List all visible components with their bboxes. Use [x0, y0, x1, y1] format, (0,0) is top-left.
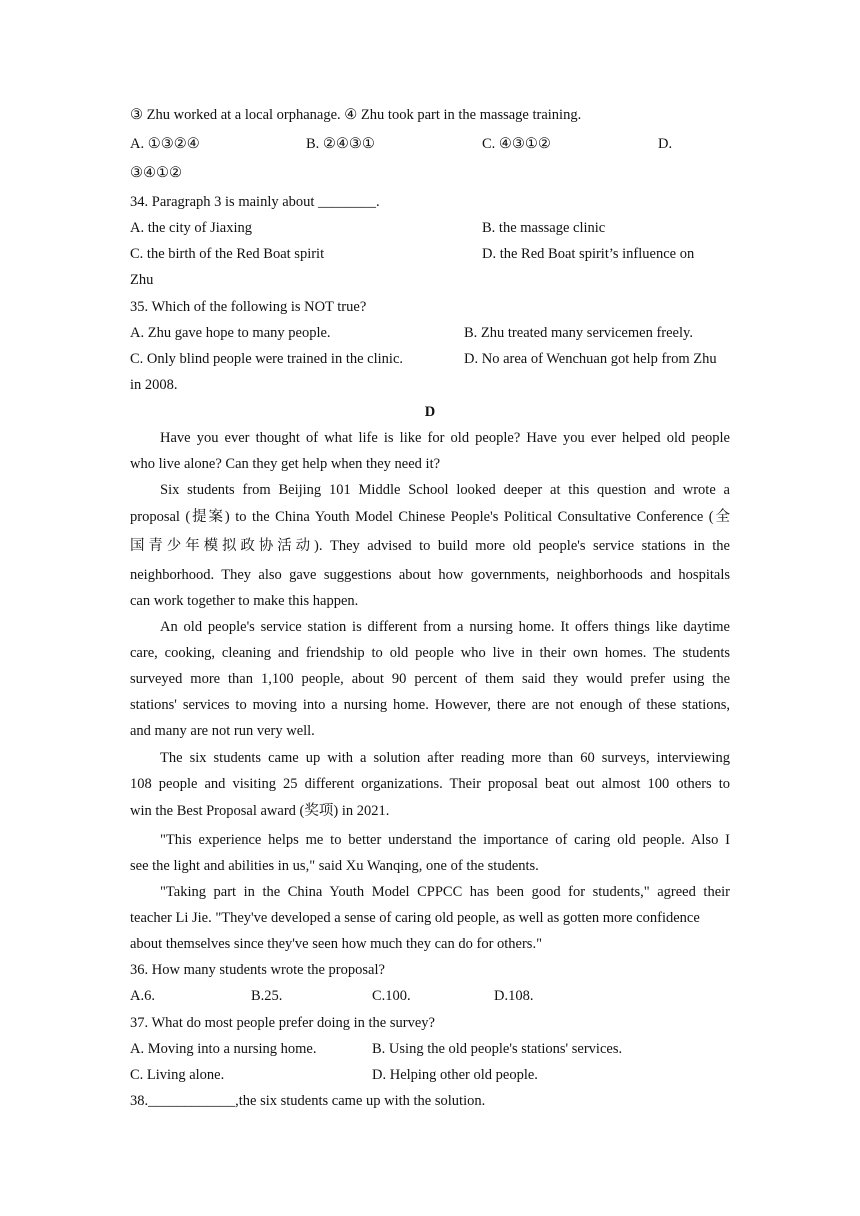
q35-option-c: C. Only blind people were trained in the clinic. [130, 351, 404, 367]
q33-option-d-value: ③④①② [130, 165, 182, 181]
q36-option-b: B.25. [251, 988, 283, 1004]
passage-line: stations' services to moving into a nursing home. However, there are not enough of these stations, [130, 697, 730, 713]
q35-stem: 35. Which of the following is NOT true? [130, 299, 367, 315]
q35-option-d-wrap: in 2008. [130, 377, 178, 393]
passage-line: "Taking part in the China Youth Model CPPCC has been good for students," agreed their [160, 884, 730, 900]
q34-option-a: A. the city of Jiaxing [130, 220, 253, 236]
passage-line: An old people's service station is different from a nursing home. It offers things like daytime [160, 619, 730, 635]
passage-line: win the Best Proposal award (奖项) in 2021. [130, 803, 390, 819]
passage-line: who live alone? Can they get help when they need it? [130, 456, 441, 472]
q37-option-d: D. Helping other old people. [372, 1067, 538, 1083]
passage-line: surveyed more than 1,100 people, about 90 percent of them said they would prefer using the [130, 671, 730, 687]
passage-line: Six students from Beijing 101 Middle School looked deeper at this question and wrote a [160, 482, 730, 498]
q35-option-d: D. No area of Wenchuan got help from Zhu [464, 351, 717, 367]
q35-option-a: A. Zhu gave hope to many people. [130, 325, 331, 341]
passage-line: and many are not run very well. [130, 723, 315, 739]
passage-line: care, cooking, cleaning and friendship to old people who live in their own homes. The students [130, 645, 730, 661]
passage-line: 108 people and visiting 25 different organizations. Their proposal beat out almost 100 others to [130, 776, 730, 792]
q38-stem: 38.____________,the six students came up with the solution. [130, 1093, 486, 1109]
q34-option-b: B. the massage clinic [482, 220, 606, 236]
passage-line: about themselves since they've seen how much they can do for others." [130, 936, 542, 952]
passage-line: see the light and abilities in us," said Xu Wanqing, one of the students. [130, 858, 539, 874]
passage-line: The six students came up with a solution after reading more than 60 surveys, interviewing [160, 750, 730, 766]
passage-line: proposal (提案) to the China Youth Model Chinese People's Political Consultative Conference (全 [130, 509, 730, 525]
q34-option-d: D. the Red Boat spirit’s influence on [482, 246, 695, 262]
q34-option-d-wrap: Zhu [130, 272, 154, 288]
q34-stem: 34. Paragraph 3 is mainly about ________. [130, 194, 380, 210]
passage-line: "This experience helps me to better understand the importance of caring old people. Also I [160, 832, 730, 848]
q33-items-line: ③ Zhu worked at a local orphanage. ④ Zhu took part in the massage training. [130, 107, 582, 123]
q37-option-b: B. Using the old people's stations' services. [372, 1041, 623, 1057]
q36-stem: 36. How many students wrote the proposal? [130, 962, 385, 978]
passage-line: Have you ever thought of what life is like for old people? Have you ever helped old people [160, 430, 730, 446]
q33-option-c: C. ④③①② [482, 136, 551, 152]
q33-option-a: A. ①③②④ [130, 136, 200, 152]
section-title: D [424, 404, 436, 420]
q35-option-b: B. Zhu treated many servicemen freely. [464, 325, 693, 341]
q37-option-a: A. Moving into a nursing home. [130, 1041, 317, 1057]
q36-option-a: A.6. [130, 988, 155, 1004]
q33-option-d-label: D. [658, 136, 673, 152]
q37-stem: 37. What do most people prefer doing in the survey? [130, 1015, 435, 1031]
passage-line: neighborhood. They also gave suggestions about how governments, neighborhoods and hospitals [130, 567, 730, 583]
q37-option-c: C. Living alone. [130, 1067, 225, 1083]
passage-line: can work together to make this happen. [130, 593, 359, 609]
passage-line: teacher Li Jie. "They've developed a sense of caring old people, as well as gotten more confidence [130, 910, 700, 926]
q36-option-c: C.100. [372, 988, 411, 1004]
q36-option-d: D.108. [494, 988, 534, 1004]
q33-option-b: B. ②④③① [306, 136, 375, 152]
passage-line: 国青少年模拟政协活动). They advised to build more old people's service stations in the [130, 538, 730, 554]
q34-option-c: C. the birth of the Red Boat spirit [130, 246, 325, 262]
